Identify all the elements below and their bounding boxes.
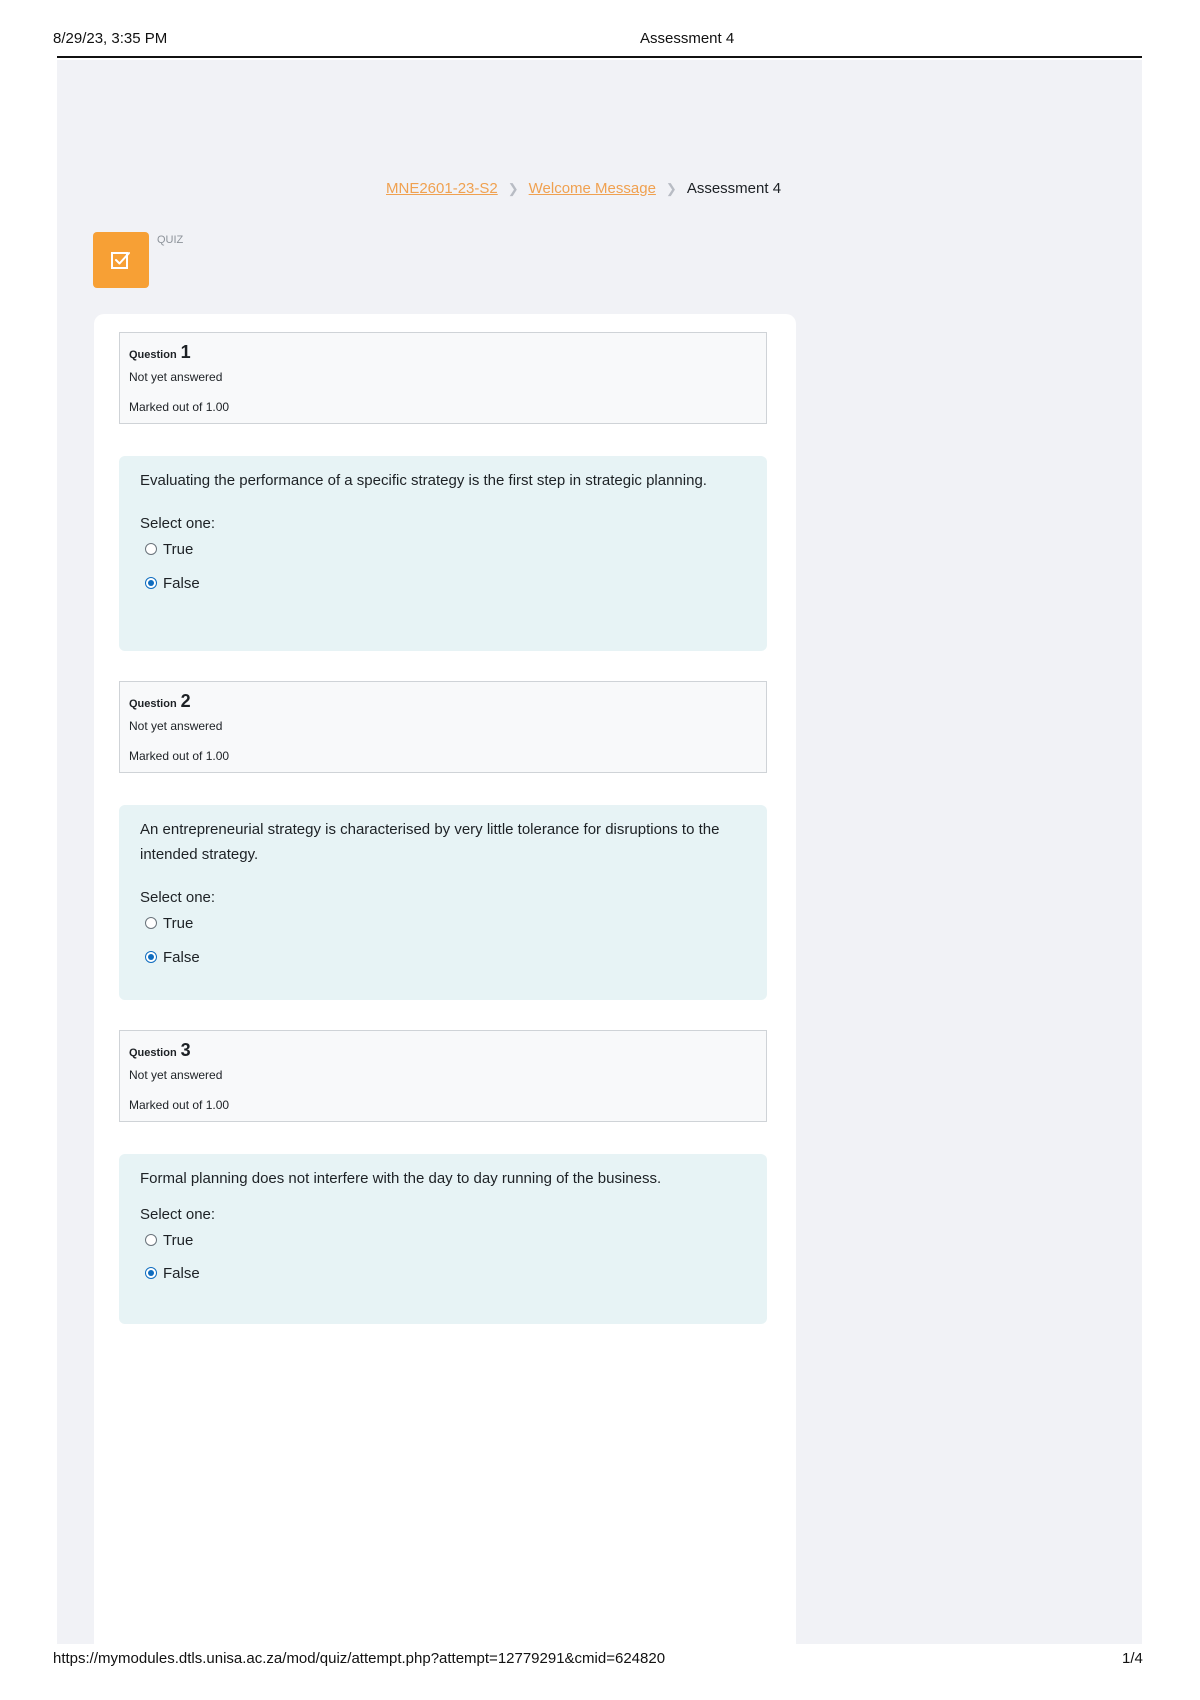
question-info-2 — [119, 681, 767, 773]
radio-button-selected[interactable] — [145, 577, 157, 589]
activity-type-label: QUIZ — [157, 234, 184, 246]
answer-option-false[interactable] — [140, 572, 745, 594]
question-state: Not yet answered — [129, 370, 223, 384]
answer-prompt: Select one: — [140, 515, 216, 532]
question-label: Question — [129, 698, 177, 710]
option-label: False — [163, 948, 200, 966]
option-label: True — [163, 540, 194, 558]
checkbox-check-icon — [110, 249, 132, 271]
question-state: Not yet answered — [129, 1068, 223, 1082]
question-number-value: 3 — [180, 1040, 191, 1060]
radio-button[interactable] — [145, 917, 157, 929]
option-label: False — [163, 574, 200, 592]
answer-option-false[interactable] — [140, 1262, 745, 1284]
question-info-3 — [119, 1030, 767, 1122]
answer-option-true[interactable] — [140, 538, 745, 560]
answer-prompt: Select one: — [140, 1206, 216, 1223]
radio-button[interactable] — [145, 1234, 157, 1246]
radio-button[interactable] — [145, 543, 157, 555]
answer-option-true[interactable] — [140, 1229, 745, 1251]
radio-button-selected[interactable] — [145, 1267, 157, 1279]
question-state: Not yet answered — [129, 719, 223, 733]
option-label: False — [163, 1264, 200, 1282]
option-label: True — [163, 1231, 194, 1249]
print-title: Assessment 4 — [640, 30, 735, 47]
breadcrumb — [386, 180, 781, 197]
breadcrumb-current: Assessment 4 — [686, 180, 782, 197]
quiz-attempt-card — [94, 314, 796, 1644]
question-grade: Marked out of 1.00 — [129, 749, 230, 763]
question-text: Evaluating the performance of a specific strategy is the first step in strategic planning. — [140, 472, 707, 489]
answer-option-false[interactable] — [140, 946, 745, 968]
question-label: Question — [129, 1047, 177, 1059]
chevron-right-icon: ❯ — [507, 180, 519, 196]
question-number — [129, 691, 191, 712]
print-page-number: 1/4 — [1122, 1650, 1143, 1667]
print-header — [0, 0, 1200, 58]
question-formulation-2 — [119, 805, 767, 1000]
answer-prompt: Select one: — [140, 889, 216, 906]
question-number — [129, 342, 191, 363]
print-footer-url: https://mymodules.dtls.unisa.ac.za/mod/quiz/attempt.php?attempt=12779291&cmid=624820 — [53, 1650, 666, 1667]
radio-button-selected[interactable] — [145, 951, 157, 963]
question-text: Formal planning does not interfere with the day to day running of the business. — [140, 1170, 662, 1187]
question-number-value: 2 — [180, 691, 191, 711]
header-divider — [57, 56, 1142, 58]
question-grade: Marked out of 1.00 — [129, 400, 230, 414]
print-datetime: 8/29/23, 3:35 PM — [53, 30, 168, 47]
quiz-checkbox-icon — [93, 232, 149, 288]
question-info-1 — [119, 332, 767, 424]
question-formulation-3 — [119, 1154, 767, 1324]
question-text: An entrepreneurial strategy is characterised by very little tolerance for disruptions to the intended strategy. — [140, 821, 720, 863]
question-label: Question — [129, 349, 177, 361]
question-number-value: 1 — [180, 342, 191, 362]
question-grade: Marked out of 1.00 — [129, 1098, 230, 1112]
answer-option-true[interactable] — [140, 912, 745, 934]
question-formulation-1 — [119, 456, 767, 651]
breadcrumb-course-link[interactable]: MNE2601-23-S2 — [386, 180, 498, 197]
breadcrumb-section-link[interactable]: Welcome Message — [528, 180, 656, 197]
chevron-right-icon: ❯ — [665, 180, 677, 196]
option-label: True — [163, 914, 194, 932]
question-number — [129, 1040, 191, 1061]
